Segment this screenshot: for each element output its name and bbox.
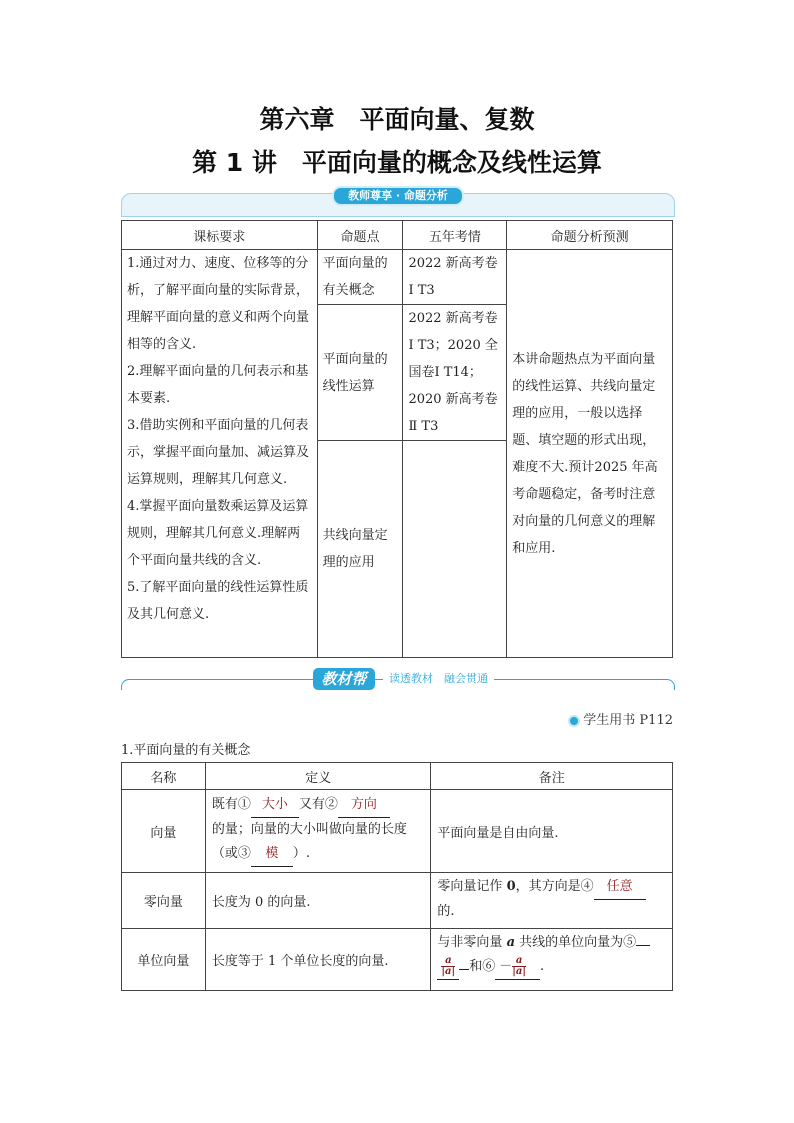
analysis-table: [121, 220, 673, 658]
blank-6: － $\frac{a}{|a|}$: [495, 955, 540, 980]
zero-vector-symbol: 0: [506, 879, 516, 894]
point-cell: 平面向量的有关概念: [317, 250, 403, 305]
header-point: 命题点: [317, 221, 403, 250]
fraction: $\frac{a}{|a|}$: [441, 955, 456, 977]
blank-2: 方向: [338, 793, 390, 818]
blank-5: [437, 955, 459, 980]
blank-1: 大小: [251, 793, 299, 818]
requirement-item: 2.理解平面向量的几何表示和基本要素.: [127, 364, 309, 406]
blank-4: 任意: [594, 875, 646, 900]
teacher-banner-label: 教师尊享 · 命题分析: [332, 186, 464, 206]
point-cell: 共线向量定理的应用: [317, 441, 403, 658]
exams-cell: 2022 新高考卷Ⅰ T3；2020 全国卷Ⅰ T14；2020 新高考卷Ⅱ T3: [403, 305, 507, 441]
textbook-banner-subtitle: 读透教材 融会贯通: [383, 671, 494, 687]
header-definition: 定义: [205, 763, 431, 790]
requirements-cell: [122, 250, 318, 658]
exams-cell: 2022 新高考卷Ⅰ T3: [403, 250, 507, 305]
requirement-item: 4.掌握平面向量数乘运算及运算规则，理解其几何意义.理解两个平面向量共线的含义.: [127, 499, 309, 568]
point-cell: 平面向量的线性运算: [317, 305, 403, 441]
fraction: $\frac{a}{|a|}$: [512, 955, 526, 977]
lecture-title: 第 1 讲 平面向量的概念及线性运算: [192, 148, 602, 177]
requirement-item: 5.了解平面向量的线性运算性质及其几何意义.: [127, 580, 309, 622]
note-cell: 平面向量是自由向量.: [431, 790, 673, 873]
section-title: 1.平面向量的有关概念: [121, 743, 251, 758]
blank-3: 模: [251, 842, 293, 867]
textbook-banner-label: 教材帮: [313, 668, 375, 690]
requirement-item: 1.通过对力、速度、位移等的分析，了解平面向量的实际背景，理解平面向量的意义和两个向量相等的含义.: [127, 256, 310, 352]
vector-a-symbol: a: [506, 935, 515, 950]
definition-cell: 长度等于 1 个单位长度的向量.: [205, 929, 431, 991]
header-note: 备注: [431, 763, 673, 790]
header-name: 名称: [122, 763, 206, 790]
note-cell: 零向量记作 0，其方向是④ 任意 的.: [431, 873, 673, 929]
name-cell: 零向量: [122, 873, 206, 929]
note-cell: 与非零向量 a 共线的单位向量为⑤ $\frac{a}{|a|}$ 和⑥ － $\frac{a}{|a|}$ .: [431, 929, 673, 991]
concept-table: [121, 762, 673, 991]
name-cell: 单位向量: [122, 929, 206, 991]
requirement-item: 3.借助实例和平面向量的几何表示，掌握平面向量加、减运算及运算规则，理解其几何意义.: [127, 418, 310, 487]
header-requirements: 课标要求: [122, 221, 318, 250]
header-prediction: 命题分析预测: [507, 221, 673, 250]
name-cell: 向量: [122, 790, 206, 873]
header-exams: 五年考情: [403, 221, 507, 250]
exams-cell: [403, 441, 507, 658]
definition-cell: 长度为 0 的向量.: [205, 873, 431, 929]
bullet-icon: [568, 715, 580, 727]
chapter-title: 第六章 平面向量、复数: [259, 105, 535, 134]
reference-text: 学生用书 P112: [583, 713, 673, 728]
student-book-reference: [568, 709, 673, 728]
prediction-cell: 本讲命题热点为平面向量的线性运算、共线向量定理的应用，一般以选择题、填空题的形式出现，难度不大.预计2025 年高考命题稳定，备考时注意对向量的几何意义的理解和应用.: [507, 250, 673, 658]
definition-cell: 既有① 大小 又有② 方向 的量；向量的大小叫做向量的长度（或③ 模 ）.: [205, 790, 431, 873]
